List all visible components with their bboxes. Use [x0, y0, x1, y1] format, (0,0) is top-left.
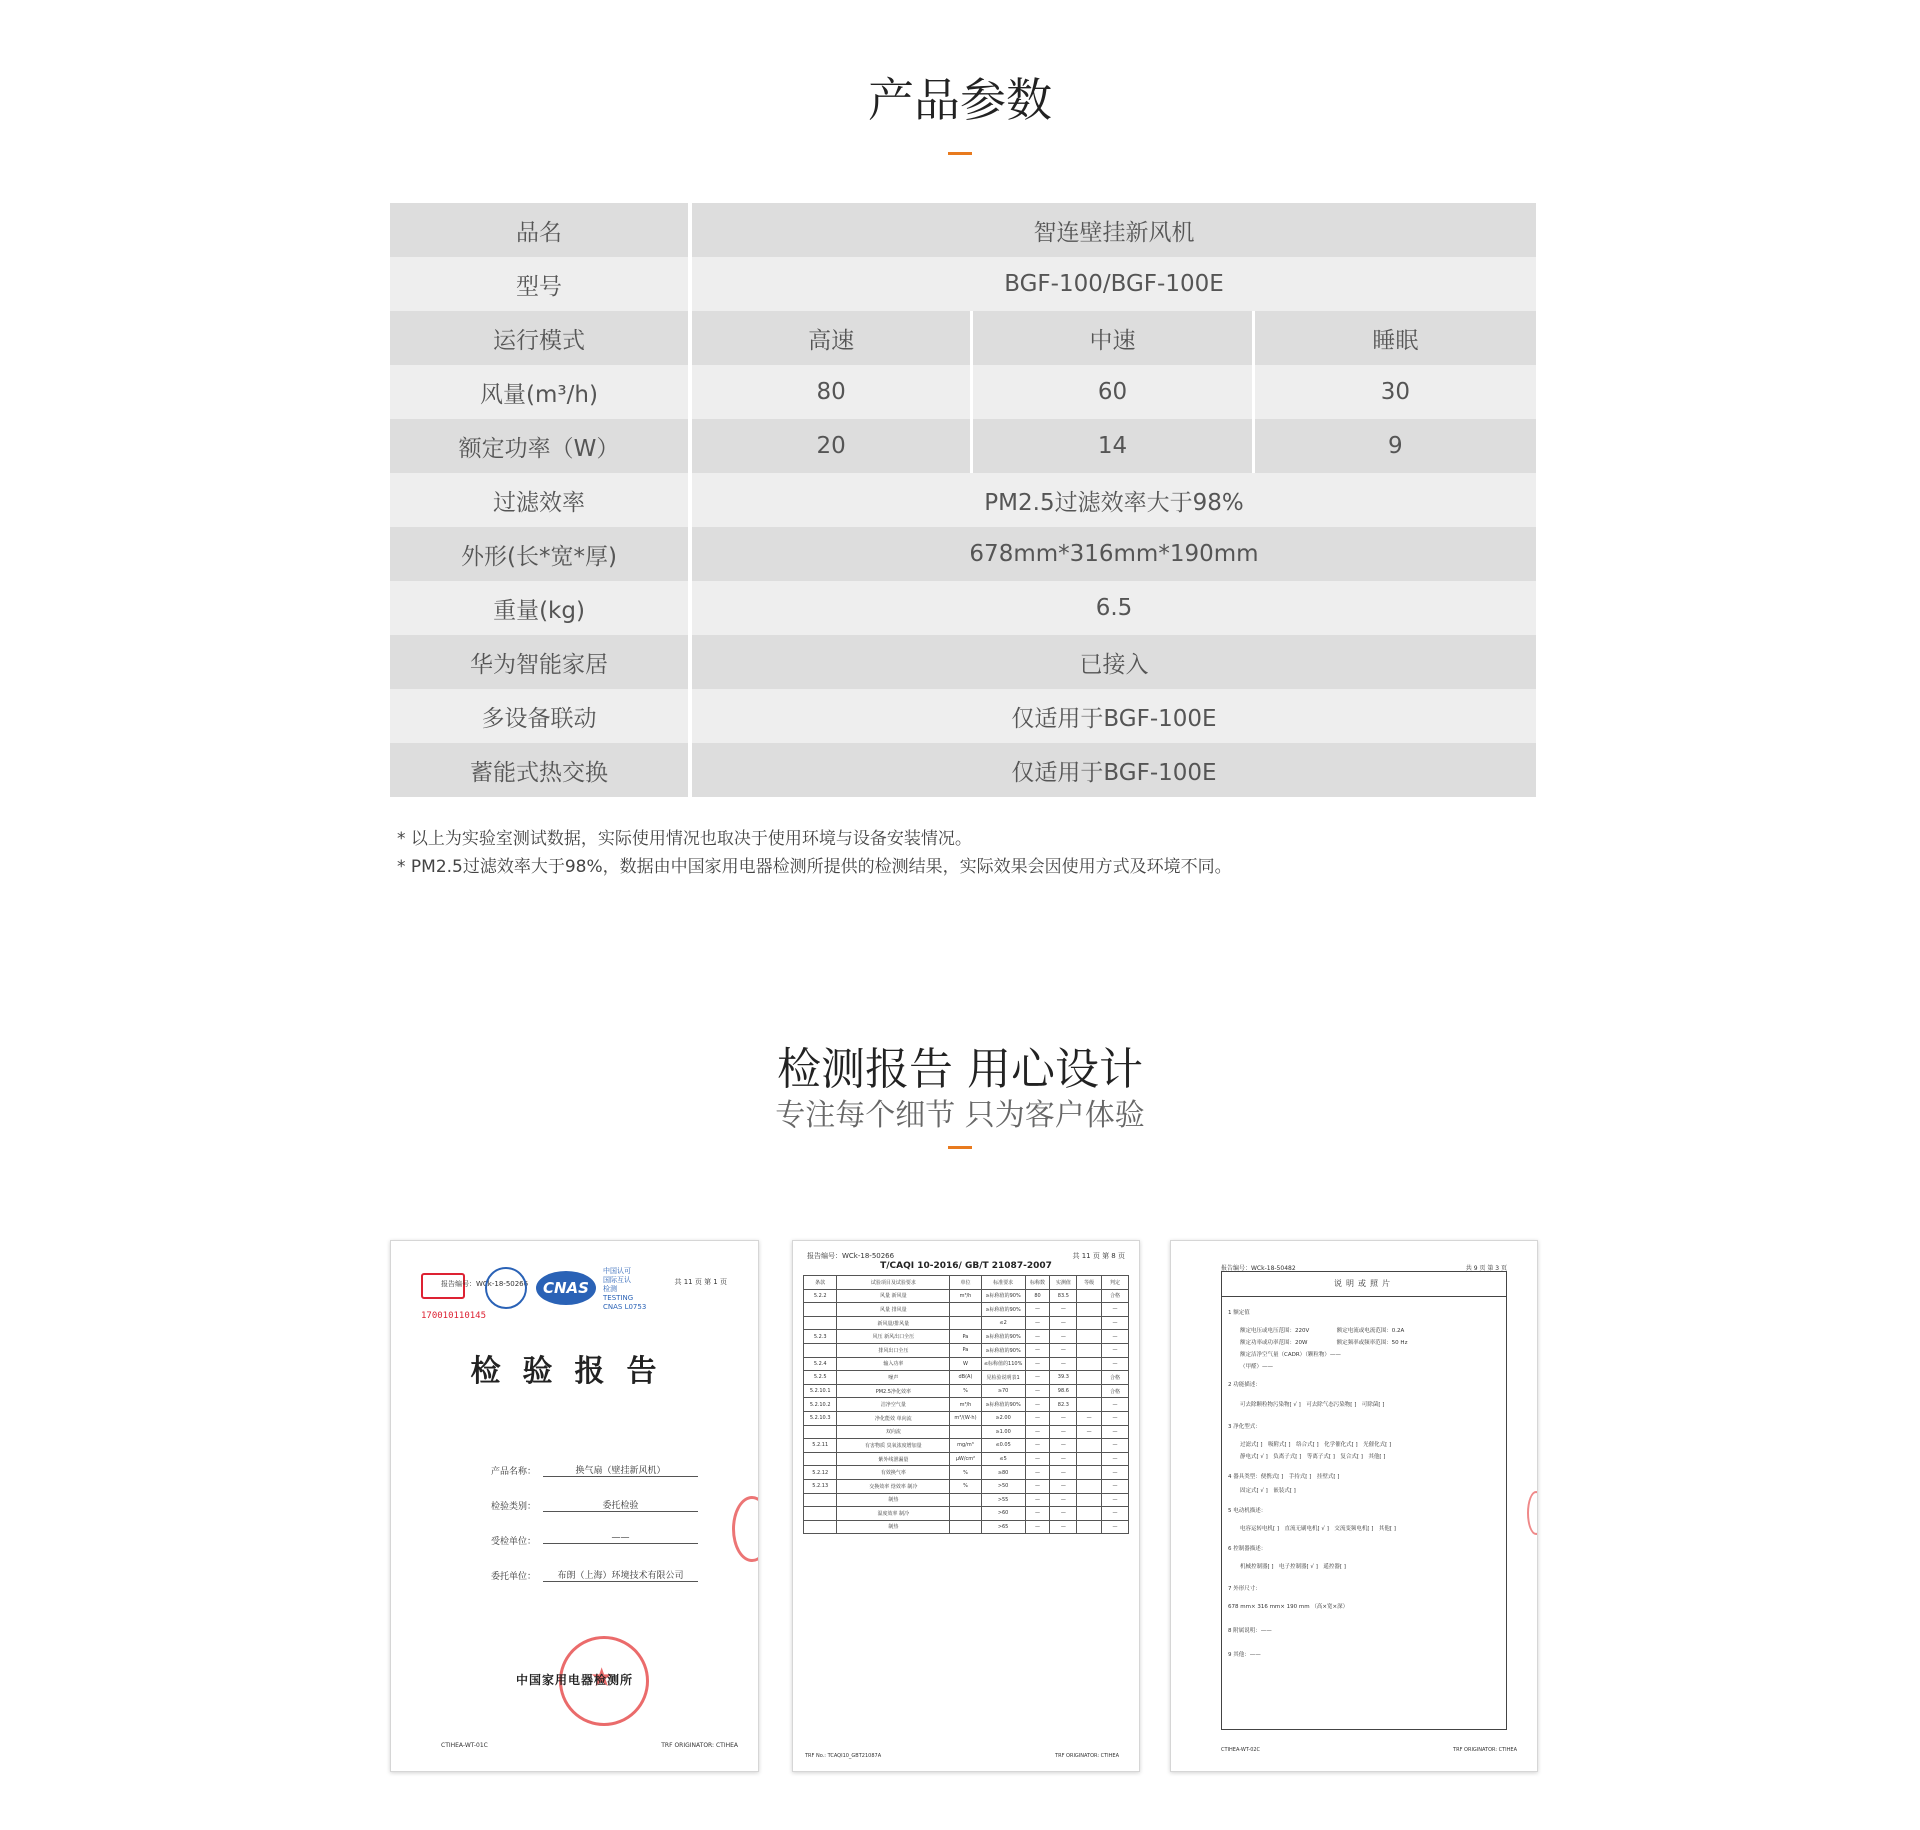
table-header-row — [804, 1276, 1129, 1290]
description-line: 7 外形尺寸： — [1228, 1586, 1261, 1592]
report-results-card[interactable] — [792, 1240, 1140, 1772]
row-value: 仅适用于BGF-100E — [692, 689, 1536, 743]
table-cell — [1077, 1507, 1102, 1521]
report-number: 报告编号：WCk-18-50482 — [1221, 1265, 1296, 1272]
cnas-line: 国际互认 — [603, 1276, 631, 1284]
table-cell: — — [1025, 1466, 1050, 1480]
table-cell — [804, 1343, 837, 1357]
table-cell — [950, 1316, 981, 1330]
spec-table — [390, 203, 1536, 797]
table-cell: — — [1050, 1507, 1077, 1521]
table-row — [390, 581, 1536, 635]
table-row — [390, 689, 1536, 743]
table-cell — [950, 1520, 981, 1534]
table-cell: Pa — [950, 1343, 981, 1357]
description-line: 4 器具类型：便携式[ ] 手持式[ ] 挂壁式[ ] — [1228, 1474, 1340, 1480]
table-cell: — — [1102, 1425, 1129, 1439]
table-cell: m³/h — [950, 1398, 981, 1412]
table-cell: dB(A) — [950, 1371, 981, 1385]
row-value: 仅适用于BGF-100E — [692, 743, 1536, 797]
table-cell: >55 — [981, 1493, 1025, 1507]
table-cell: — — [1025, 1493, 1050, 1507]
table-cell: μW/cm² — [950, 1452, 981, 1466]
description-line: （甲醛）—— — [1240, 1364, 1274, 1370]
table-cell: — — [1102, 1411, 1129, 1425]
field-value: 布朗（上海）环境技术有限公司 — [543, 1568, 698, 1582]
table-row — [804, 1507, 1129, 1521]
table-cell: — — [1025, 1330, 1050, 1344]
table-cell: mg/m³ — [950, 1439, 981, 1453]
report-cover-card[interactable] — [390, 1240, 759, 1772]
table-cell: — — [1102, 1439, 1129, 1453]
seam-seal-icon — [732, 1496, 759, 1562]
page-indicator: 共 9 页 第 3 页 — [1465, 1265, 1507, 1272]
description-line: 可去除颗粒物污染物[ √ ] 可去除气态污染物[ ] 可除菌[ ] — [1240, 1402, 1385, 1408]
table-cell: — — [1025, 1411, 1050, 1425]
description-line: 9 其他：—— — [1228, 1652, 1261, 1658]
field-value: —— — [543, 1533, 698, 1544]
table-row — [390, 527, 1536, 581]
row-label: 额定功率（W） — [390, 419, 692, 473]
table-cell: — — [1102, 1507, 1129, 1521]
page-indicator: 共 11 页 第 1 页 — [674, 1278, 727, 1286]
table-cell — [804, 1316, 837, 1330]
table-row — [804, 1425, 1129, 1439]
row-cell: 60 — [973, 365, 1254, 419]
table-cell: ≥标称值的90% — [981, 1343, 1025, 1357]
description-line: 5 电动机描述： — [1228, 1508, 1267, 1514]
table-cell — [1077, 1439, 1102, 1453]
footer-right: TRF ORIGINATOR: CTIHEA — [1055, 1753, 1119, 1759]
table-row — [390, 473, 1536, 527]
table-cell: PM2.5净化效率 — [837, 1384, 950, 1398]
header-cell: 试验项目及试验要求 — [837, 1276, 950, 1290]
table-row — [804, 1357, 1129, 1371]
table-cell — [1077, 1520, 1102, 1534]
table-row — [390, 311, 1536, 365]
table-cell: — — [1102, 1452, 1129, 1466]
table-cell — [1077, 1479, 1102, 1493]
table-cell: — — [1025, 1303, 1050, 1317]
row-cell: 睡眠 — [1255, 311, 1536, 365]
seam-seal-icon — [1527, 1491, 1538, 1535]
table-cell: — — [1050, 1479, 1077, 1493]
table-cell: — — [1025, 1316, 1050, 1330]
description-line: 678 mm× 316 mm× 190 mm （高×宽×深） — [1228, 1604, 1349, 1610]
table-cell: ≤5 — [981, 1452, 1025, 1466]
table-cell — [1077, 1289, 1102, 1303]
table-cell: 净化能效 单向流 — [837, 1411, 950, 1425]
table-cell: — — [1025, 1384, 1050, 1398]
row-label: 多设备联动 — [390, 689, 692, 743]
table-row — [390, 635, 1536, 689]
table-cell: ≤2 — [981, 1316, 1025, 1330]
description-line: 1 额定值 — [1228, 1310, 1250, 1316]
row-value: BGF-100/BGF-100E — [692, 257, 1536, 311]
table-cell: 5.2.12 — [804, 1466, 837, 1480]
table-cell: — — [1050, 1439, 1077, 1453]
table-cell — [1077, 1303, 1102, 1317]
table-cell: ≥80 — [981, 1466, 1025, 1480]
table-cell: % — [950, 1466, 981, 1480]
description-line: 静电式[ √ ] 负离子式[ ] 等离子式[ ] 复合式[ ] 其他[ ] — [1240, 1454, 1386, 1460]
section-title-params: 产品参数 — [868, 73, 1052, 127]
table-row — [804, 1316, 1129, 1330]
table-cell: 紫外线泄漏量 — [837, 1452, 950, 1466]
description-line: 电容运转电机[ ] 直流无刷电机[ √ ] 交流变频电机[ ] 其他[ ] — [1240, 1526, 1396, 1532]
table-cell: — — [1102, 1493, 1129, 1507]
table-cell: ≥标称值的90% — [981, 1289, 1025, 1303]
field-label: 检验类别： — [491, 1502, 537, 1512]
table-cell: 合格 — [1102, 1371, 1129, 1385]
row-value: 678mm*316mm*190mm — [692, 527, 1536, 581]
standard-title: T/CAQI 10-2016/ GB/T 21087-2007 — [880, 1261, 1052, 1271]
table-cell — [1077, 1398, 1102, 1412]
table-row — [390, 419, 1536, 473]
table-cell: — — [1025, 1371, 1050, 1385]
table-cell: — — [1102, 1316, 1129, 1330]
table-cell: >65 — [981, 1520, 1025, 1534]
table-cell — [1077, 1371, 1102, 1385]
table-cell — [950, 1303, 981, 1317]
table-cell: 5.2.10.2 — [804, 1398, 837, 1412]
table-cell: — — [1050, 1343, 1077, 1357]
table-cell — [1077, 1384, 1102, 1398]
serial-number: 170010110145 — [421, 1311, 487, 1321]
table-cell: — — [1050, 1466, 1077, 1480]
table-row — [390, 743, 1536, 797]
table-cell: 温度效率 制冷 — [837, 1507, 950, 1521]
section-title-reports: 检测报告 用心设计 — [777, 1044, 1143, 1095]
table-row — [804, 1343, 1129, 1357]
description-line: 3 净化型式： — [1228, 1424, 1261, 1430]
table-cell: >60 — [981, 1507, 1025, 1521]
table-cell: >50 — [981, 1479, 1025, 1493]
report-header — [807, 1251, 1125, 1261]
description-line: 2 功能描述： — [1228, 1382, 1261, 1388]
table-cell — [1077, 1357, 1102, 1371]
table-cell: — — [1025, 1520, 1050, 1534]
cnas-line: CNAS L0753 — [603, 1303, 647, 1311]
table-cell: 双向流 — [837, 1425, 950, 1439]
cnas-logo: CNAS — [536, 1271, 596, 1305]
table-cell — [1077, 1330, 1102, 1344]
row-cell: 30 — [1255, 365, 1536, 419]
table-cell: — — [1050, 1316, 1077, 1330]
description-line: 6 控制器描述： — [1228, 1546, 1267, 1552]
table-cell: — — [1077, 1425, 1102, 1439]
table-row — [804, 1493, 1129, 1507]
table-cell: — — [1102, 1479, 1129, 1493]
table-row — [804, 1520, 1129, 1534]
row-value: 已接入 — [692, 635, 1536, 689]
table-cell: 见检验说明表1 — [981, 1371, 1025, 1385]
table-row — [804, 1289, 1129, 1303]
description-line: 额定功率或功率范围：20W 额定频率或频率范围：50 Hz — [1240, 1340, 1408, 1346]
ilac-globe-icon — [485, 1267, 527, 1309]
table-row — [390, 365, 1536, 419]
row-label: 重量(kg) — [390, 581, 692, 635]
header-cell: 标称数 — [1025, 1276, 1050, 1290]
row-cell: 14 — [973, 419, 1254, 473]
table-cell: 合格 — [1102, 1289, 1129, 1303]
header-cell: 判定 — [1102, 1276, 1129, 1290]
row-label: 品名 — [390, 203, 692, 257]
accent-bar — [948, 152, 972, 155]
table-cell: — — [1025, 1343, 1050, 1357]
table-cell: — — [1102, 1398, 1129, 1412]
header-cell: 单位 — [950, 1276, 981, 1290]
table-cell: — — [1025, 1439, 1050, 1453]
cnas-line: TESTING — [603, 1294, 634, 1302]
row-cell: 80 — [692, 365, 973, 419]
table-row — [804, 1411, 1129, 1425]
table-cell: 5.2.2 — [804, 1289, 837, 1303]
issuing-org: 中国家用电器检测所 — [515, 1673, 633, 1687]
table-cell: ≥1.00 — [981, 1425, 1025, 1439]
cnas-line: 中国认可 — [603, 1267, 631, 1275]
footer-right: TRF ORIGINATOR: CTIHEA — [1453, 1747, 1517, 1753]
table-cell — [804, 1452, 837, 1466]
table-row — [804, 1439, 1129, 1453]
field-label: 受检单位： — [491, 1537, 537, 1547]
table-cell: 5.2.10.3 — [804, 1411, 837, 1425]
table-cell: 合格 — [1102, 1384, 1129, 1398]
table-cell: 风量 新风量 — [837, 1289, 950, 1303]
row-value: PM2.5过滤效率大于98% — [692, 473, 1536, 527]
table-cell — [1077, 1452, 1102, 1466]
table-cell: ≥标称值的90% — [981, 1398, 1025, 1412]
table-cell: — — [1050, 1425, 1077, 1439]
field-label: 委托单位： — [491, 1572, 537, 1582]
table-cell: 5.2.4 — [804, 1357, 837, 1371]
table-cell: 交换效率 焓效率 制冷 — [837, 1479, 950, 1493]
description-line: 8 附属说明：—— — [1228, 1628, 1272, 1634]
table-cell: 5.2.13 — [804, 1479, 837, 1493]
row-value: 智连壁挂新风机 — [692, 203, 1536, 257]
report-number: 报告编号：WCk-18-50266 — [441, 1280, 529, 1288]
table-cell: 风压 新风出口全压 — [837, 1330, 950, 1344]
cnas-text — [603, 1267, 646, 1312]
table-cell: 39.3 — [1050, 1371, 1077, 1385]
row-label: 外形(长*宽*厚) — [390, 527, 692, 581]
cnas-line: 检测 — [603, 1285, 617, 1293]
table-row — [390, 203, 1536, 257]
table-cell: — — [1102, 1343, 1129, 1357]
footnote: * PM2.5过滤效率大于98%，数据由中国家用电器检测所提供的检测结果，实际效果会因使用方式及环境不同。 — [397, 857, 1232, 877]
table-cell — [1077, 1466, 1102, 1480]
table-cell — [804, 1520, 837, 1534]
row-cell: 中速 — [973, 311, 1254, 365]
table-cell: 80 — [1025, 1289, 1050, 1303]
header-cell: 等级 — [1077, 1276, 1102, 1290]
table-cell: 制热 — [837, 1493, 950, 1507]
table-cell: 有效换气率 — [837, 1466, 950, 1480]
table-cell: 排风出口全压 — [837, 1343, 950, 1357]
table-cell: ≤0.05 — [981, 1439, 1025, 1453]
table-cell: — — [1102, 1357, 1129, 1371]
table-cell: 洁净空气量 — [837, 1398, 950, 1412]
table-row — [804, 1384, 1129, 1398]
table-cell — [950, 1507, 981, 1521]
table-cell: 噪声 — [837, 1371, 950, 1385]
table-cell: ≥标称值的90% — [981, 1303, 1025, 1317]
table-cell — [1077, 1493, 1102, 1507]
frame-title: 说明或照片 — [1222, 1272, 1506, 1297]
description-line: 额定洁净空气量（CADR）（颗粒物）—— — [1240, 1352, 1341, 1358]
results-table — [803, 1275, 1129, 1534]
table-cell: ≥70 — [981, 1384, 1025, 1398]
table-cell: — — [1050, 1452, 1077, 1466]
row-cell: 9 — [1255, 419, 1536, 473]
report-description-card[interactable] — [1170, 1240, 1538, 1772]
table-cell: 5.2.5 — [804, 1371, 837, 1385]
table-row — [804, 1466, 1129, 1480]
table-cell — [1077, 1343, 1102, 1357]
table-row — [804, 1371, 1129, 1385]
table-cell: m³/h — [950, 1289, 981, 1303]
table-cell: m³/(W·h) — [950, 1411, 981, 1425]
header-cell: 实测值 — [1050, 1276, 1077, 1290]
table-cell: 输入功率 — [837, 1357, 950, 1371]
footer-left: CTIHEA-WT-01C — [441, 1742, 488, 1749]
table-cell: — — [1025, 1425, 1050, 1439]
table-cell: — — [1025, 1507, 1050, 1521]
report-title: 检验报告 — [470, 1354, 679, 1389]
section-subtitle: 专注每个细节 只为客户体验 — [775, 1098, 1145, 1133]
table-cell: — — [1102, 1466, 1129, 1480]
table-row — [804, 1398, 1129, 1412]
description-frame — [1221, 1271, 1507, 1730]
table-cell — [804, 1493, 837, 1507]
table-cell: — — [1025, 1398, 1050, 1412]
table-cell: ≥标称值的90% — [981, 1330, 1025, 1344]
table-row — [804, 1303, 1129, 1317]
row-value: 6.5 — [692, 581, 1536, 635]
row-label: 华为智能家居 — [390, 635, 692, 689]
table-cell: 5.2.10.1 — [804, 1384, 837, 1398]
table-cell: — — [1050, 1493, 1077, 1507]
header-cell: 条款 — [804, 1276, 837, 1290]
footer-left: CTIHEA-WT-02C — [1221, 1747, 1261, 1753]
table-row — [390, 257, 1536, 311]
table-cell: — — [1102, 1520, 1129, 1534]
table-row — [804, 1479, 1129, 1493]
page-indicator: 共 11 页 第 8 页 — [1072, 1252, 1125, 1260]
table-cell: — — [1025, 1452, 1050, 1466]
header-cell: 标准要求 — [981, 1276, 1025, 1290]
description-line: 过滤式[ ] 吸附式[ ] 络合式[ ] 化学催化式[ ] 光催化式[ ] — [1240, 1442, 1392, 1448]
row-label: 型号 — [390, 257, 692, 311]
table-cell: — — [1050, 1411, 1077, 1425]
footnotes — [397, 825, 1232, 881]
table-cell: — — [1025, 1357, 1050, 1371]
table-row — [804, 1452, 1129, 1466]
table-cell: 98.6 — [1050, 1384, 1077, 1398]
row-label: 运行模式 — [390, 311, 692, 365]
row-label: 过滤效率 — [390, 473, 692, 527]
table-cell: 制热 — [837, 1520, 950, 1534]
field-value: 委托检验 — [543, 1498, 698, 1512]
table-cell: 5.2.3 — [804, 1330, 837, 1344]
table-cell — [804, 1425, 837, 1439]
table-cell — [804, 1507, 837, 1521]
row-label: 风量(m³/h) — [390, 365, 692, 419]
table-cell: — — [1102, 1303, 1129, 1317]
table-cell: — — [1050, 1330, 1077, 1344]
table-cell: 风量 排风量 — [837, 1303, 950, 1317]
description-line: 机械控制器[ ] 电子控制器[ √ ] 遥控器[ ] — [1240, 1564, 1346, 1570]
table-cell: 新风量/排风量 — [837, 1316, 950, 1330]
table-cell: — — [1050, 1520, 1077, 1534]
row-cell: 20 — [692, 419, 973, 473]
table-cell: W — [950, 1357, 981, 1371]
table-cell — [1077, 1316, 1102, 1330]
table-cell: % — [950, 1384, 981, 1398]
table-cell: — — [1102, 1330, 1129, 1344]
table-cell: Pa — [950, 1330, 981, 1344]
footer-right: TRF ORIGINATOR: CTIHEA — [661, 1742, 738, 1749]
table-cell: 83.5 — [1050, 1289, 1077, 1303]
table-cell: — — [1050, 1303, 1077, 1317]
field-value: 换气扇（壁挂新风机） — [543, 1463, 698, 1477]
table-cell: 5.2.11 — [804, 1439, 837, 1453]
table-cell — [950, 1493, 981, 1507]
table-cell: — — [1077, 1411, 1102, 1425]
accent-bar — [948, 1146, 972, 1149]
table-cell: ≤标称值的110% — [981, 1357, 1025, 1371]
table-cell: — — [1025, 1479, 1050, 1493]
table-row — [804, 1330, 1129, 1344]
row-label: 蓄能式热交换 — [390, 743, 692, 797]
table-cell: % — [950, 1479, 981, 1493]
table-cell: 82.3 — [1050, 1398, 1077, 1412]
description-line: 固定式[ √ ] 嵌装式[ ] — [1240, 1488, 1296, 1494]
footnote: * 以上为实验室测试数据，实际使用情况也取决于使用环境与设备安装情况。 — [397, 829, 972, 849]
row-cell: 高速 — [692, 311, 973, 365]
field-label: 产品名称： — [491, 1467, 537, 1477]
description-line: 额定电压或电压范围：220V 额定电流或电流范围：0.2A — [1240, 1328, 1405, 1334]
table-cell: — — [1050, 1357, 1077, 1371]
certification-logos — [421, 1267, 731, 1321]
table-cell — [804, 1303, 837, 1317]
table-cell — [950, 1425, 981, 1439]
table-cell: 有害物质 臭氧浓度增加量 — [837, 1439, 950, 1453]
report-number: 报告编号：WCk-18-50266 — [807, 1252, 895, 1260]
table-cell: ≥2.00 — [981, 1411, 1025, 1425]
footer-left: TRF No.: TCAQI10_GBT21087A — [805, 1753, 882, 1759]
